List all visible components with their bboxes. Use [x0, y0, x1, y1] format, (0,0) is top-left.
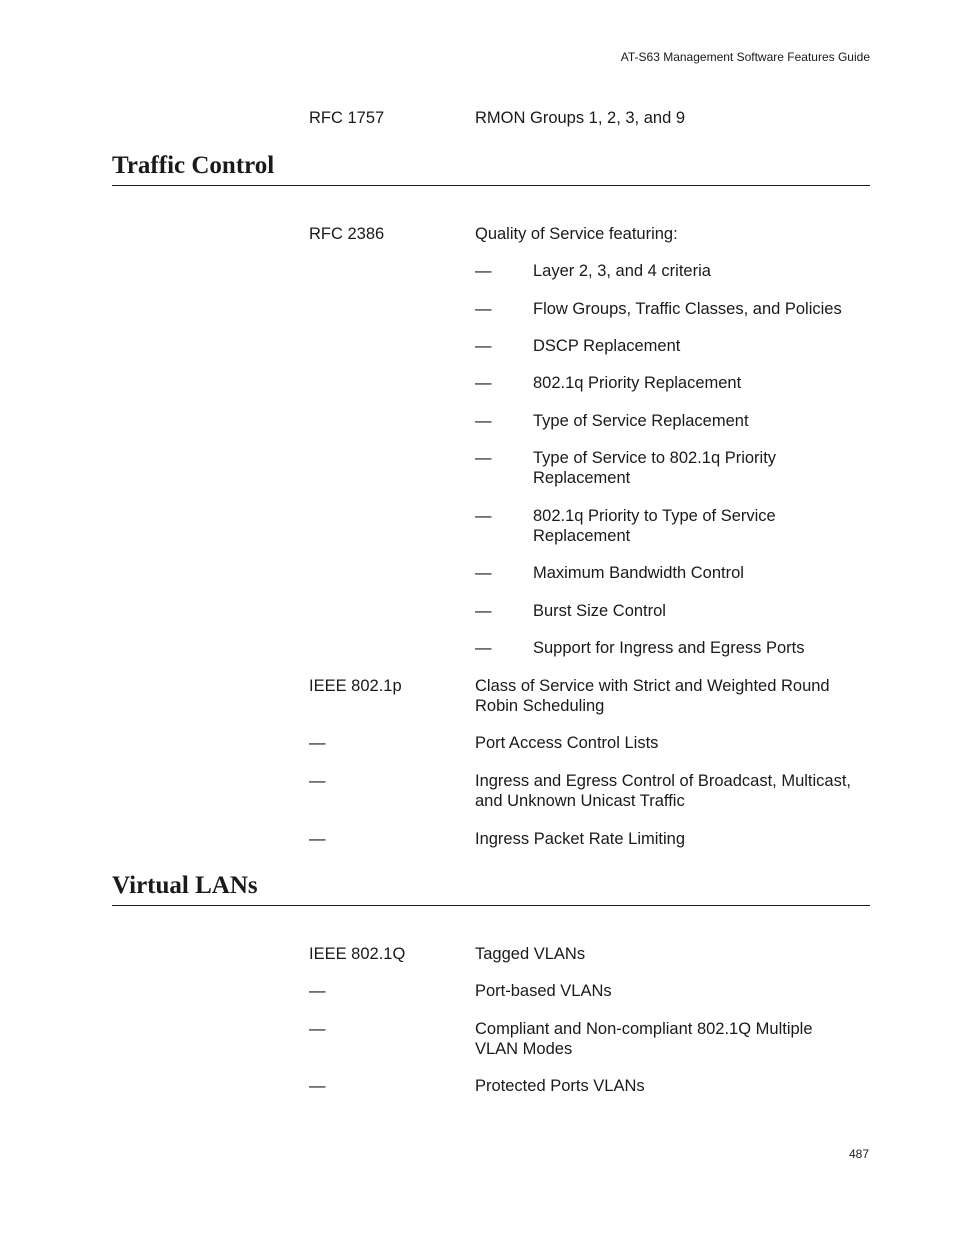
standard-description: Ingress and Egress Control of Broadcast, Multicast,: [475, 772, 852, 790]
dash-bullet: —: [475, 602, 492, 620]
dash-bullet: —: [475, 262, 492, 280]
standard-description: Port-based VLANs: [475, 982, 612, 1000]
list-item-text: Layer 2, 3, and 4 criteria: [533, 262, 711, 280]
standard-name: —: [309, 734, 326, 752]
list-item-text: Maximum Bandwidth Control: [533, 564, 744, 582]
standard-description: Port Access Control Lists: [475, 734, 659, 752]
standard-description: Class of Service with Strict and Weighted Round: [475, 677, 830, 695]
running-header: AT-S63 Management Software Features Guide: [620, 50, 870, 64]
standard-name: RFC 2386: [309, 225, 385, 243]
standard-name: IEEE 802.1p: [309, 677, 402, 695]
list-item-text: DSCP Replacement: [533, 337, 681, 355]
standard-description: Robin Scheduling: [475, 697, 605, 715]
standard-description: Protected Ports VLANs: [475, 1077, 645, 1095]
dash-bullet: —: [475, 639, 492, 657]
standard-description: VLAN Modes: [475, 1040, 573, 1058]
dash-bullet: —: [475, 507, 492, 525]
page-number: 487: [848, 1147, 869, 1161]
dash-bullet: —: [475, 449, 492, 467]
list-item-text: Replacement: [533, 527, 631, 545]
standard-description: Tagged VLANs: [475, 945, 586, 963]
standard-name: —: [309, 830, 326, 848]
standard-name: —: [309, 772, 326, 790]
standard-description: Ingress Packet Rate Limiting: [475, 830, 686, 848]
list-item-text: 802.1q Priority Replacement: [533, 374, 742, 392]
standard-description: Quality of Service featuring:: [475, 225, 678, 243]
list-item-text: Type of Service to 802.1q Priority: [533, 449, 777, 467]
list-item-text: Burst Size Control: [533, 602, 666, 620]
section-heading-traffic-control: Traffic Control: [112, 152, 275, 179]
section-heading-virtual-lans: Virtual LANs: [112, 872, 258, 899]
standard-description: Compliant and Non-compliant 802.1Q Multiple: [475, 1020, 813, 1038]
standard-name: —: [309, 1020, 326, 1038]
list-item-text: 802.1q Priority to Type of Service: [533, 507, 776, 525]
dash-bullet: —: [475, 300, 492, 318]
list-item-text: Type of Service Replacement: [533, 412, 749, 430]
section-divider: [112, 905, 870, 906]
list-item-text: Replacement: [533, 469, 631, 487]
list-item-text: Flow Groups, Traffic Classes, and Policies: [533, 300, 842, 318]
list-item-text: Support for Ingress and Egress Ports: [533, 639, 805, 657]
standard-description: and Unknown Unicast Traffic: [475, 792, 685, 810]
section-divider: [112, 185, 870, 186]
standard-name: IEEE 802.1Q: [309, 945, 406, 963]
standard-name: —: [309, 1077, 326, 1095]
dash-bullet: —: [475, 337, 492, 355]
dash-bullet: —: [475, 564, 492, 582]
standard-description: RMON Groups 1, 2, 3, and 9: [475, 109, 686, 127]
dash-bullet: —: [475, 412, 492, 430]
standard-name: —: [309, 982, 326, 1000]
standard-name: RFC 1757: [309, 109, 385, 127]
dash-bullet: —: [475, 374, 492, 392]
